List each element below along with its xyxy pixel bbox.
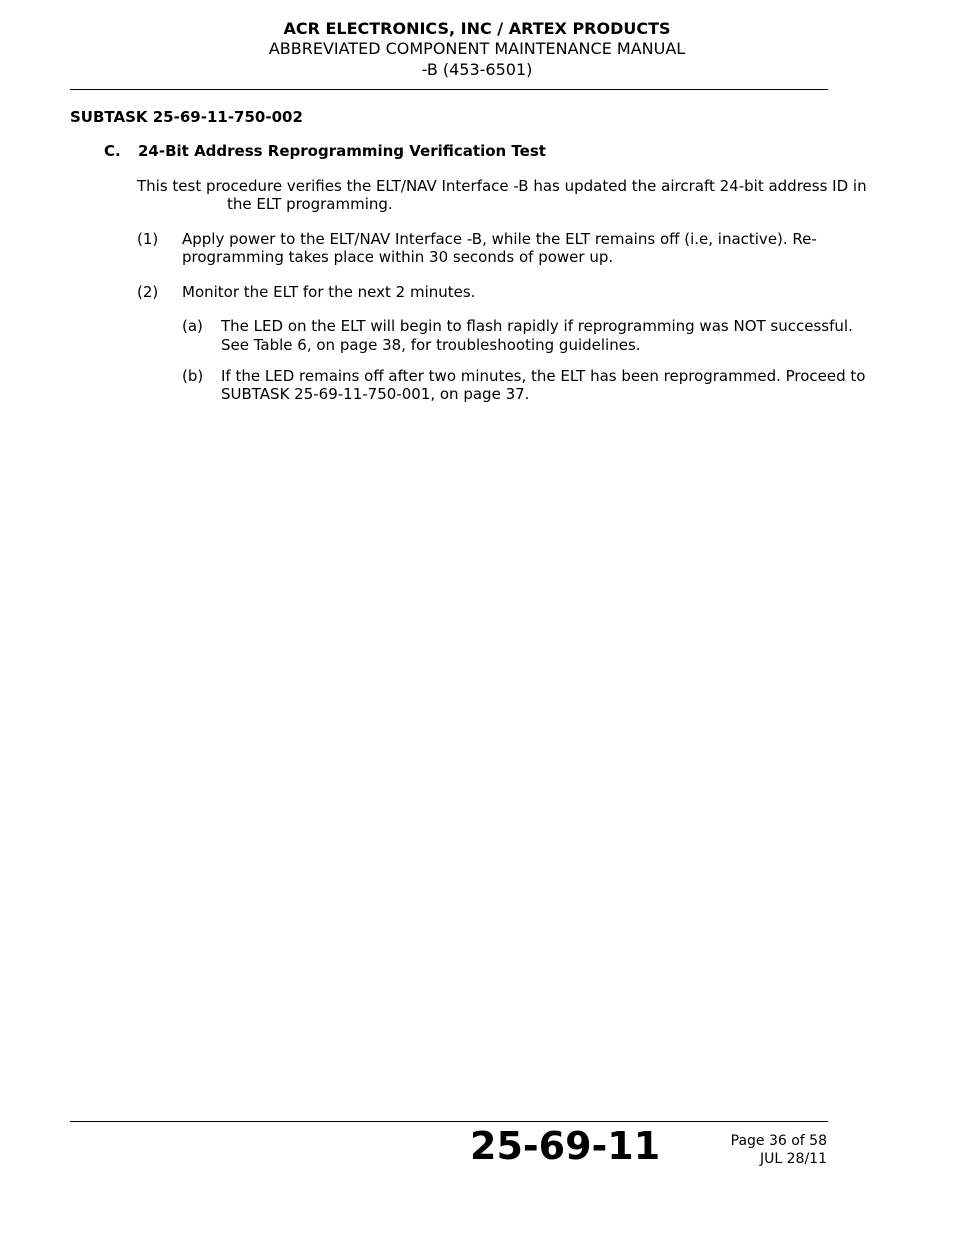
header-company: ACR ELECTRONICS, INC / ARTEX PRODUCTS [283, 19, 671, 38]
step-1-number: (1) [137, 230, 159, 248]
header-divider [70, 89, 828, 90]
section-title: 24-Bit Address Reprogramming Verification Test [138, 142, 546, 160]
substep-b-number: (b) [182, 367, 204, 385]
header-manual-title: ABBREVIATED COMPONENT MAINTENANCE MANUAL [268, 39, 686, 58]
step-2-line-1: Monitor the ELT for the next 2 minutes. [182, 283, 476, 301]
step-2-number: (2) [137, 283, 159, 301]
footer-chapter-code: 25-69-11 [470, 1124, 661, 1168]
substep-a-line-1: The LED on the ELT will begin to flash rapidly if reprogramming was NOT successful. [221, 317, 853, 335]
section-letter: C. [104, 142, 121, 160]
footer-revision-date: JUL 28/11 [760, 1151, 827, 1167]
intro-line-2: the ELT programming. [227, 195, 393, 213]
substep-b-line-1: If the LED remains off after two minutes, the ELT has been reprogrammed. Proceed to [221, 367, 866, 385]
header-model: -B (453-6501) [421, 60, 533, 79]
substep-b-line-2: SUBTASK 25-69-11-750-001, on page 37. [221, 385, 530, 403]
step-1-line-2: programming takes place within 30 seconds of power up. [182, 248, 614, 266]
substep-a-line-2: See Table 6, on page 38, for troubleshooting guidelines. [221, 336, 641, 354]
intro-line-1: This test procedure verifies the ELT/NAV Interface -B has updated the aircraft 24-bit address ID in [137, 177, 867, 195]
substep-a-number: (a) [182, 317, 203, 335]
footer-divider [70, 1121, 828, 1122]
step-1-line-1: Apply power to the ELT/NAV Interface -B, while the ELT remains off (i.e, inactive). Re- [182, 230, 817, 248]
footer-page-number: Page 36 of 58 [730, 1133, 827, 1149]
subtask-label: SUBTASK 25-69-11-750-002 [70, 108, 303, 126]
